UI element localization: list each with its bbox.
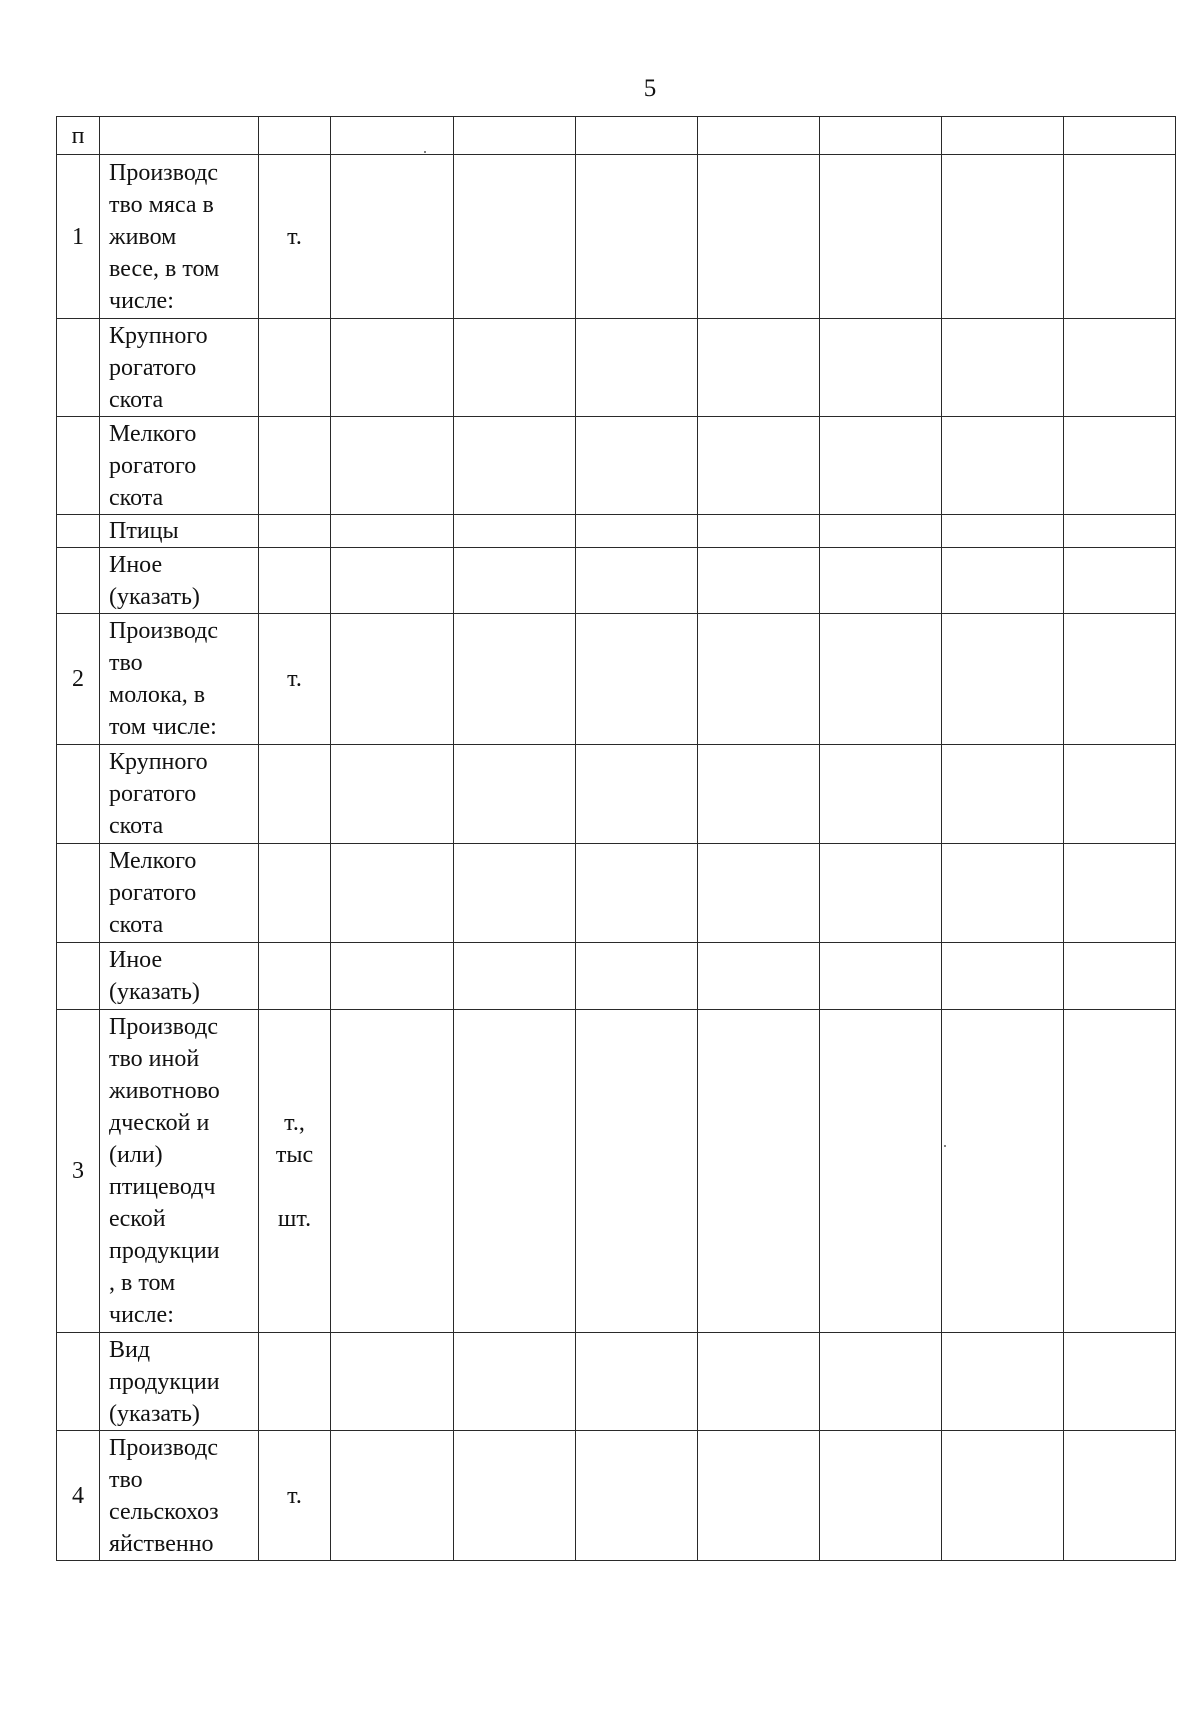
header-number-cell: п bbox=[57, 117, 100, 155]
row-number bbox=[57, 844, 100, 943]
data-cell[interactable] bbox=[454, 614, 576, 745]
data-cell[interactable] bbox=[331, 319, 454, 417]
data-cell[interactable] bbox=[454, 745, 576, 844]
data-cell[interactable] bbox=[331, 745, 454, 844]
data-cell[interactable] bbox=[331, 943, 454, 1010]
row-name: Крупного рогатого скота bbox=[100, 319, 259, 417]
data-cell[interactable] bbox=[942, 417, 1064, 515]
table-row bbox=[57, 1431, 1176, 1561]
data-cell[interactable] bbox=[454, 417, 576, 515]
data-cell[interactable] bbox=[820, 319, 942, 417]
data-cell[interactable] bbox=[576, 319, 698, 417]
data-cell[interactable] bbox=[454, 943, 576, 1010]
data-cell[interactable] bbox=[820, 844, 942, 943]
data-cell[interactable] bbox=[698, 614, 820, 745]
row-unit bbox=[259, 745, 331, 844]
data-cell[interactable] bbox=[698, 1010, 820, 1333]
table-row bbox=[57, 1333, 1176, 1431]
data-cell[interactable] bbox=[1064, 614, 1176, 745]
row-name: Птицы bbox=[100, 515, 259, 548]
row-number bbox=[57, 548, 100, 614]
row-number: 4 bbox=[57, 1431, 100, 1561]
data-cell[interactable] bbox=[942, 548, 1064, 614]
data-cell[interactable] bbox=[942, 1333, 1064, 1431]
data-cell[interactable] bbox=[454, 548, 576, 614]
data-cell[interactable] bbox=[1064, 1010, 1176, 1333]
table-row bbox=[57, 943, 1176, 1010]
header-cell bbox=[331, 117, 454, 155]
row-unit: т., тыс шт. bbox=[259, 1010, 331, 1333]
table-row bbox=[57, 844, 1176, 943]
row-name: Крупного рогатого скота bbox=[100, 745, 259, 844]
data-cell[interactable] bbox=[454, 1431, 576, 1561]
data-cell[interactable] bbox=[1064, 1333, 1176, 1431]
data-cell[interactable] bbox=[698, 155, 820, 319]
row-number bbox=[57, 515, 100, 548]
data-cell[interactable] bbox=[1064, 745, 1176, 844]
header-cell bbox=[454, 117, 576, 155]
header-cell bbox=[942, 117, 1064, 155]
data-cell[interactable] bbox=[820, 417, 942, 515]
data-cell[interactable] bbox=[331, 155, 454, 319]
data-cell[interactable] bbox=[576, 417, 698, 515]
data-cell[interactable] bbox=[576, 1333, 698, 1431]
row-unit bbox=[259, 1333, 331, 1431]
data-cell[interactable] bbox=[698, 844, 820, 943]
data-cell[interactable] bbox=[942, 745, 1064, 844]
data-cell[interactable] bbox=[454, 155, 576, 319]
table-header-row bbox=[57, 117, 1176, 155]
row-name: Мелкого рогатого скота bbox=[100, 417, 259, 515]
row-unit bbox=[259, 319, 331, 417]
table-row bbox=[57, 319, 1176, 417]
row-unit bbox=[259, 548, 331, 614]
header-cell bbox=[698, 117, 820, 155]
row-name: Производс тво иной животново дческой и (или) птицеводч eской продукции , в том числе: bbox=[100, 1010, 259, 1333]
header-cell bbox=[576, 117, 698, 155]
data-cell[interactable] bbox=[576, 548, 698, 614]
row-name: Вид продукции (указать) bbox=[100, 1333, 259, 1431]
page-number: 5 bbox=[643, 75, 657, 102]
row-name: Иное (указать) bbox=[100, 943, 259, 1010]
production-table bbox=[56, 116, 1176, 1561]
data-cell[interactable] bbox=[331, 515, 454, 548]
data-cell[interactable] bbox=[1064, 319, 1176, 417]
data-cell[interactable] bbox=[454, 1333, 576, 1431]
data-cell[interactable] bbox=[942, 1010, 1064, 1333]
data-cell[interactable] bbox=[331, 614, 454, 745]
data-cell[interactable] bbox=[331, 844, 454, 943]
data-cell[interactable] bbox=[820, 614, 942, 745]
data-cell[interactable] bbox=[331, 1431, 454, 1561]
data-cell[interactable] bbox=[942, 943, 1064, 1010]
row-number: 1 bbox=[57, 155, 100, 319]
row-number bbox=[57, 319, 100, 417]
data-cell[interactable] bbox=[1064, 1431, 1176, 1561]
data-cell[interactable] bbox=[576, 844, 698, 943]
row-unit bbox=[259, 515, 331, 548]
data-cell[interactable] bbox=[820, 548, 942, 614]
data-cell[interactable] bbox=[576, 1010, 698, 1333]
table-row bbox=[57, 745, 1176, 844]
header-cell bbox=[259, 117, 331, 155]
data-cell[interactable] bbox=[576, 155, 698, 319]
row-number: 2 bbox=[57, 614, 100, 745]
data-cell[interactable] bbox=[820, 1333, 942, 1431]
table-row bbox=[57, 1010, 1176, 1333]
data-cell[interactable] bbox=[820, 1010, 942, 1333]
row-unit: т. bbox=[259, 155, 331, 319]
data-cell[interactable] bbox=[820, 943, 942, 1010]
row-name: Иное (указать) bbox=[100, 548, 259, 614]
row-unit bbox=[259, 943, 331, 1010]
row-unit: т. bbox=[259, 614, 331, 745]
data-cell[interactable] bbox=[1064, 844, 1176, 943]
header-cell bbox=[1064, 117, 1176, 155]
data-cell[interactable] bbox=[698, 745, 820, 844]
row-number bbox=[57, 417, 100, 515]
data-cell[interactable] bbox=[820, 515, 942, 548]
table-row bbox=[57, 548, 1176, 614]
data-cell[interactable] bbox=[820, 745, 942, 844]
data-cell[interactable] bbox=[454, 515, 576, 548]
data-cell[interactable] bbox=[331, 417, 454, 515]
data-cell[interactable] bbox=[331, 1333, 454, 1431]
table-row bbox=[57, 515, 1176, 548]
data-cell[interactable] bbox=[576, 515, 698, 548]
data-cell[interactable] bbox=[576, 943, 698, 1010]
header-cell bbox=[820, 117, 942, 155]
data-cell[interactable] bbox=[942, 844, 1064, 943]
row-name: Производс тво молока, в том числе: bbox=[100, 614, 259, 745]
data-cell[interactable] bbox=[1064, 155, 1176, 319]
data-cell[interactable] bbox=[698, 548, 820, 614]
data-cell[interactable] bbox=[698, 1333, 820, 1431]
data-cell[interactable] bbox=[942, 319, 1064, 417]
data-cell[interactable] bbox=[576, 614, 698, 745]
row-unit bbox=[259, 417, 331, 515]
table-row bbox=[57, 614, 1176, 745]
data-cell[interactable] bbox=[1064, 548, 1176, 614]
data-cell[interactable] bbox=[942, 1431, 1064, 1561]
data-cell[interactable] bbox=[1064, 943, 1176, 1010]
data-cell[interactable] bbox=[454, 844, 576, 943]
row-name: Производс тво сельскохоз яйственно bbox=[100, 1431, 259, 1561]
data-cell[interactable] bbox=[820, 1431, 942, 1561]
row-number bbox=[57, 943, 100, 1010]
data-cell[interactable] bbox=[698, 515, 820, 548]
scan-speck bbox=[944, 1145, 946, 1147]
data-cell[interactable] bbox=[942, 155, 1064, 319]
data-cell[interactable] bbox=[331, 1010, 454, 1333]
row-unit: т. bbox=[259, 1431, 331, 1561]
data-cell[interactable] bbox=[331, 548, 454, 614]
data-cell[interactable] bbox=[576, 745, 698, 844]
data-cell[interactable] bbox=[454, 319, 576, 417]
data-cell[interactable] bbox=[698, 943, 820, 1010]
data-cell[interactable] bbox=[576, 1431, 698, 1561]
data-cell[interactable] bbox=[1064, 515, 1176, 548]
data-cell[interactable] bbox=[698, 417, 820, 515]
data-cell[interactable] bbox=[1064, 417, 1176, 515]
data-cell[interactable] bbox=[698, 319, 820, 417]
row-name: Производс тво мяса в живом весе, в том числе: bbox=[100, 155, 259, 319]
data-cell[interactable] bbox=[698, 1431, 820, 1561]
header-cell bbox=[100, 117, 259, 155]
data-cell[interactable] bbox=[454, 1010, 576, 1333]
row-name: Мелкого рогатого скота bbox=[100, 844, 259, 943]
row-number: 3 bbox=[57, 1010, 100, 1333]
table-row bbox=[57, 155, 1176, 319]
table-row bbox=[57, 417, 1176, 515]
data-cell[interactable] bbox=[942, 515, 1064, 548]
row-number bbox=[57, 745, 100, 844]
row-unit bbox=[259, 844, 331, 943]
data-cell[interactable] bbox=[820, 155, 942, 319]
row-number bbox=[57, 1333, 100, 1431]
data-cell[interactable] bbox=[942, 614, 1064, 745]
scan-speck bbox=[424, 151, 426, 153]
